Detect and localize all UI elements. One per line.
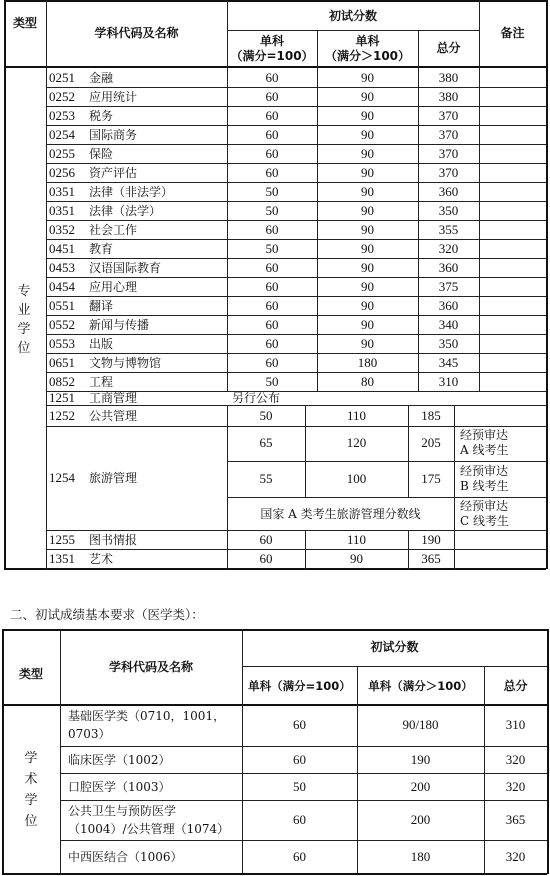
score-single-gt100: 90 [361, 298, 374, 313]
subject-code: 0352 [49, 222, 75, 237]
score-total: 340 [438, 317, 459, 332]
score-total: 370 [438, 146, 459, 161]
section2-title: 二、初试成绩基本要求（医学类）： [10, 607, 204, 622]
score-single-gt100: 100 [346, 471, 367, 486]
subject-name: 金融 [89, 71, 114, 85]
subject-code: 0351 [49, 203, 75, 218]
subject-name: 应用统计 [89, 90, 138, 104]
header-single-100: （满分=100） [230, 49, 314, 63]
subject-code: 0454 [49, 279, 75, 294]
table-rule [46, 353, 546, 354]
score-total: 355 [438, 222, 459, 237]
header-type: 类型 [12, 16, 37, 30]
score-single-100: 60 [265, 89, 279, 104]
score-single-100: 60 [265, 108, 279, 123]
table-rule [2, 629, 547, 631]
score-single-100: 60 [265, 146, 279, 161]
table-rule [46, 87, 546, 88]
table-rule [46, 182, 546, 183]
table-rule [547, 629, 549, 874]
table-rule [2, 704, 547, 706]
table-rule [46, 201, 546, 202]
score-total: 320 [505, 849, 526, 864]
subject-name: 0703） [68, 727, 111, 741]
table-rule [46, 315, 546, 316]
score-single-100: 60 [265, 279, 279, 294]
subject-name: 旅游管理 [89, 471, 138, 485]
score-single-gt100: 110 [346, 532, 367, 547]
score-single-gt100: 90 [361, 108, 374, 123]
subject-name: 新闻与传播 [89, 318, 150, 332]
note-national-line: 国家 A 类考生旅游管理分数线 [260, 507, 421, 521]
subject-code: 1255 [49, 532, 75, 547]
subject-name: 临床医学（1002） [68, 752, 171, 767]
score-total: 380 [438, 89, 459, 104]
table-rule [479, 0, 480, 391]
table-rule [46, 125, 546, 126]
subject-code: 0852 [49, 374, 75, 389]
subject-name: 法律（非法学） [89, 185, 174, 199]
type-label-professional: 专业学位 [17, 284, 31, 356]
score-single-gt100: 90 [361, 317, 374, 332]
subject-code: 1251 [49, 390, 75, 405]
header-single-gt100: 单科 [355, 34, 380, 48]
score-single-gt100: 110 [346, 408, 367, 423]
header-type: 类型 [18, 667, 43, 681]
type-label-academic: 学术学位 [24, 751, 38, 829]
score-single-100: 60 [293, 812, 306, 827]
score-single-100: 60 [265, 165, 279, 180]
score-single-gt100: 90 [361, 165, 374, 180]
score-single-gt100: 120 [346, 435, 367, 450]
table-rule [484, 666, 485, 874]
score-single-gt100: 190 [410, 751, 431, 767]
subject-name: 汉语国际教育 [89, 261, 162, 275]
subject-name: 口腔医学（1003） [68, 779, 171, 794]
subject-name: 公共管理 [89, 409, 138, 423]
header-single-100: 单科 [259, 34, 284, 48]
score-single-100: 60 [265, 317, 279, 332]
subject-name: 国际商务 [89, 128, 138, 142]
score-single-gt100: 90 [361, 241, 374, 256]
score-single-gt100: 90 [361, 127, 374, 142]
score-total: 360 [438, 298, 459, 313]
score-single-gt100: 180 [357, 355, 378, 370]
score-total: 370 [438, 108, 459, 123]
header-subject: 学科代码及名称 [108, 660, 193, 674]
header-score-group: 初试分数 [328, 9, 377, 23]
subject-name: 出版 [89, 337, 114, 351]
subject-code: 0451 [49, 241, 75, 256]
score-single-100: 60 [293, 717, 306, 732]
table-rule [242, 666, 547, 667]
subject-code: 1254 [49, 470, 75, 485]
subject-code: 0254 [49, 127, 75, 142]
score-single-gt100: 90 [361, 279, 374, 294]
header-remark: 备注 [500, 26, 525, 40]
remark-line-a: 经预审达 [460, 428, 509, 442]
note-announced-later: 另行公布 [232, 391, 281, 405]
score-single-gt100: 200 [410, 778, 431, 794]
subject-name: 工商管理 [89, 391, 138, 405]
score-single-100: 65 [259, 435, 273, 450]
table-rule [46, 530, 546, 531]
table-rule [46, 296, 546, 297]
score-single-gt100: 90 [361, 184, 374, 199]
subject-name: 应用心理 [89, 280, 138, 294]
score-total: 190 [421, 532, 441, 547]
remark-line-c: 经预审达 [460, 499, 509, 513]
score-single-100: 60 [259, 551, 273, 566]
table-rule [60, 800, 547, 801]
score-single-100: 50 [265, 203, 279, 218]
score-single-gt100: 90/180 [402, 717, 439, 732]
subject-code: 1351 [49, 551, 75, 566]
score-total: 320 [505, 778, 526, 794]
score-single-gt100: 90 [350, 551, 363, 566]
subject-code: 0551 [49, 298, 75, 313]
subject-name: 教育 [89, 242, 114, 256]
subject-name: 公共卫生与预防医学 [68, 804, 177, 818]
score-single-100: 50 [265, 241, 279, 256]
table-rule [4, 66, 546, 68]
table-rule [46, 144, 546, 145]
subject-name: 工程 [89, 375, 114, 389]
score-single-100: 60 [265, 298, 279, 313]
table-rule [4, 568, 546, 570]
score-single-100: 60 [265, 70, 279, 85]
table-rule [2, 629, 4, 874]
score-total: 175 [421, 471, 441, 486]
score-single-gt100: 90 [361, 260, 374, 275]
table-rule [4, 0, 6, 569]
score-total: 370 [438, 165, 459, 180]
subject-name: 资产评估 [89, 166, 138, 180]
score-single-gt100: 200 [410, 812, 431, 827]
table-rule [46, 163, 546, 164]
table-rule [46, 405, 546, 406]
score-single-100: 60 [265, 222, 279, 237]
score-single-100: 55 [259, 471, 273, 486]
subject-name: 文物与博物馆 [89, 356, 162, 370]
subject-code: 0255 [49, 146, 75, 161]
subject-code: 0256 [49, 165, 75, 180]
score-total: 310 [438, 374, 459, 389]
remark-line-a: A 线考生 [460, 443, 509, 457]
header-score-group: 初试分数 [370, 640, 419, 654]
table-rule [46, 220, 546, 221]
subject-name: 图书情报 [89, 533, 138, 547]
subject-name: 中西医结合（1006） [68, 850, 183, 864]
table-rule [227, 497, 546, 498]
score-single-100: 50 [265, 184, 279, 199]
remark-line-c: C 线考生 [460, 514, 509, 528]
header-single-100: 单科（满分=100） [248, 679, 351, 693]
subject-code: 0253 [49, 108, 75, 123]
score-single-gt100: 90 [361, 146, 374, 161]
table-rule [60, 746, 547, 747]
score-total: 185 [421, 408, 441, 423]
score-total: 350 [438, 203, 459, 218]
score-total: 320 [505, 751, 526, 767]
remark-line-b: 经预审达 [460, 464, 509, 478]
header-single-gt100: （满分＞100） [324, 49, 411, 63]
subject-name: 基础医学类（0710，1001， [68, 709, 226, 723]
table-rule [46, 426, 546, 427]
remark-line-b: B 线考生 [460, 479, 509, 493]
score-single-100: 50 [259, 408, 273, 423]
score-single-gt100: 90 [361, 222, 374, 237]
table-rule [60, 773, 547, 774]
score-single-100: 60 [265, 355, 279, 370]
score-single-100: 60 [265, 336, 279, 351]
score-single-100: 60 [265, 127, 279, 142]
score-total: 360 [438, 184, 459, 199]
table-rule [2, 873, 547, 875]
table-rule [227, 30, 479, 31]
header-total: 总分 [503, 679, 528, 693]
table-rule [46, 106, 546, 107]
subject-name: 税务 [89, 109, 114, 123]
subject-code: 0251 [49, 70, 75, 85]
score-total: 320 [438, 241, 459, 256]
subject-name: 保险 [89, 147, 114, 161]
score-total: 380 [438, 70, 459, 85]
score-single-gt100: 90 [361, 70, 374, 85]
subject-name: （1004）/公共管理（1074） [68, 822, 230, 836]
table-rule [46, 277, 546, 278]
score-total: 365 [421, 551, 441, 566]
table-rule [46, 549, 546, 550]
subject-name: 艺术 [89, 552, 114, 566]
score-single-gt100: 90 [361, 203, 374, 218]
score-total: 350 [438, 336, 459, 351]
header-total: 总分 [436, 41, 461, 55]
subject-name: 法律（法学） [89, 204, 162, 218]
subject-code: 0651 [49, 355, 75, 370]
subject-name: 社会工作 [89, 223, 138, 237]
table-rule [46, 372, 546, 373]
score-single-gt100: 90 [361, 89, 374, 104]
table-rule [46, 258, 546, 259]
score-total: 375 [438, 279, 459, 294]
score-single-100: 60 [265, 260, 279, 275]
score-total: 345 [438, 355, 459, 370]
table-rule [46, 334, 546, 335]
subject-code: 0351 [49, 184, 75, 199]
header-subject: 学科代码及名称 [94, 26, 179, 40]
score-single-100: 60 [259, 532, 273, 547]
table-rule [4, 0, 546, 2]
table-rule [46, 239, 546, 240]
score-single-100: 50 [265, 374, 279, 389]
subject-name: 翻译 [89, 299, 114, 313]
table-rule [454, 405, 455, 569]
table-rule [227, 461, 546, 462]
score-total: 205 [421, 435, 441, 450]
subject-code: 0552 [49, 317, 75, 332]
table-rule [357, 666, 358, 874]
header-single-gt100: 单科（满分＞100） [368, 679, 473, 693]
subject-code: 1252 [49, 408, 75, 423]
table-rule [546, 0, 548, 569]
subject-code: 0553 [49, 336, 75, 351]
score-single-100: 50 [293, 778, 306, 794]
score-single-100: 60 [293, 849, 306, 864]
score-total: 370 [438, 127, 459, 142]
score-single-gt100: 180 [410, 849, 431, 864]
score-total: 360 [438, 260, 459, 275]
table-rule [46, 0, 47, 569]
subject-code: 0453 [49, 260, 75, 275]
table-rule [60, 840, 547, 841]
score-single-100: 60 [293, 751, 306, 767]
score-single-gt100: 90 [361, 336, 374, 351]
score-total: 310 [505, 717, 526, 732]
score-total: 365 [505, 812, 526, 827]
score-single-gt100: 80 [361, 374, 374, 389]
subject-code: 0252 [49, 89, 75, 104]
